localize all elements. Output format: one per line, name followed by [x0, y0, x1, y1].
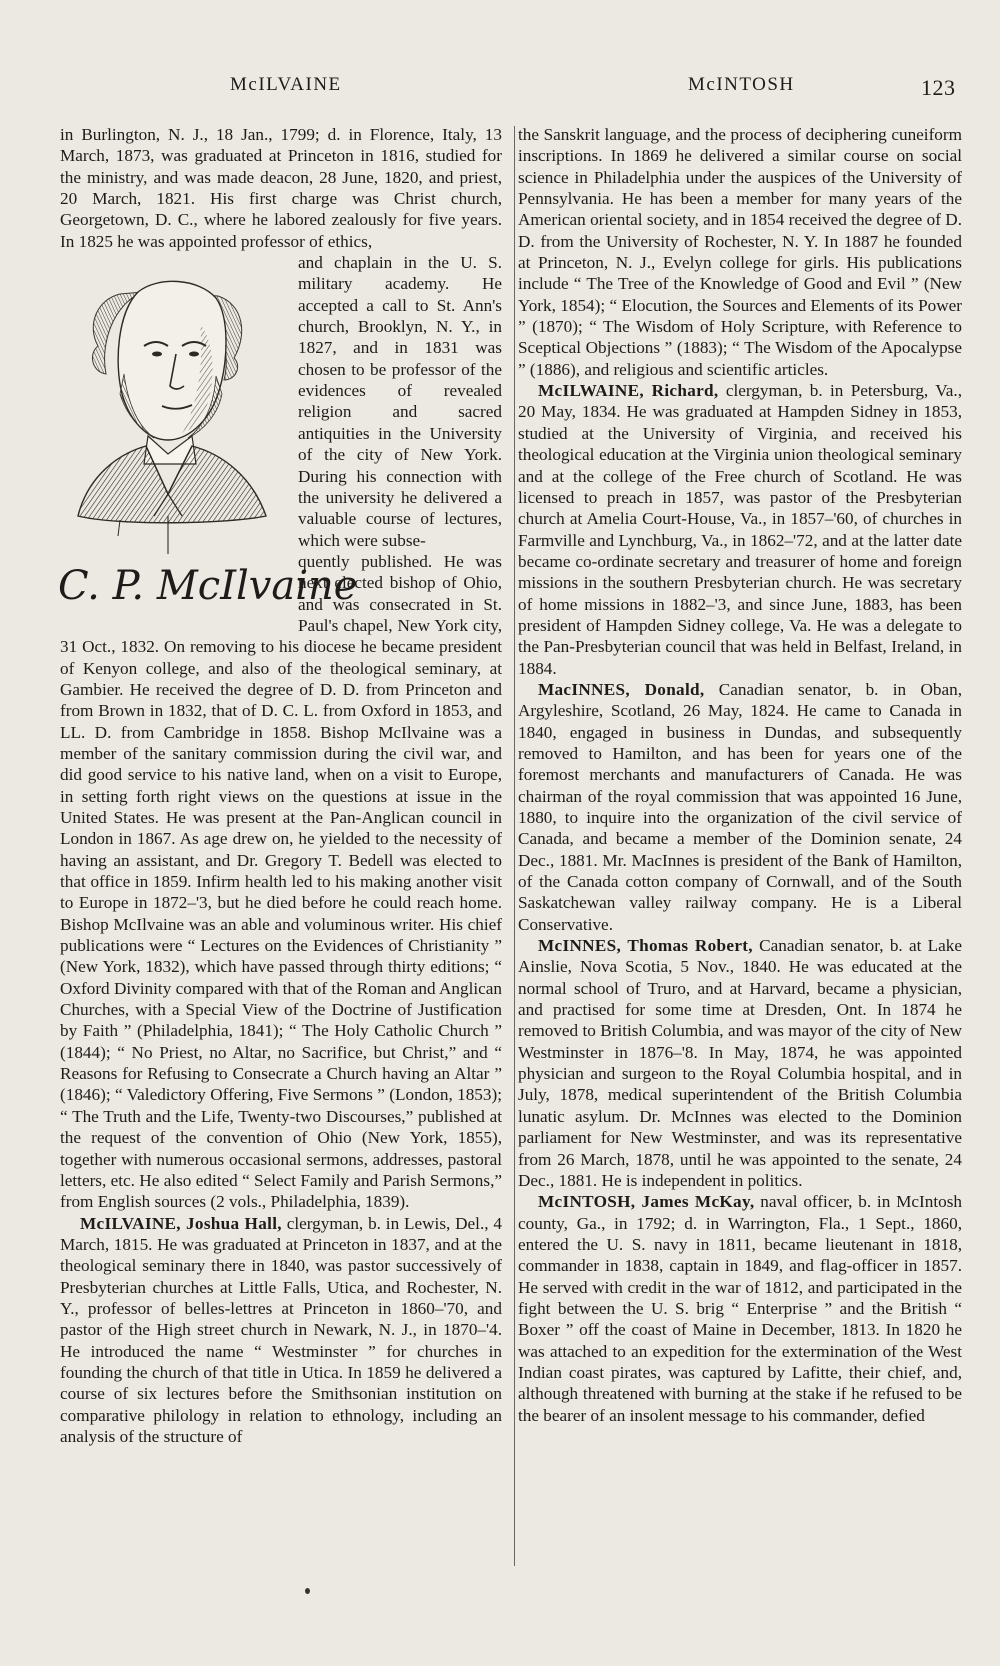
- portrait-image: [58, 254, 358, 615]
- entry-heading: McILVAINE, Joshua Hall,: [80, 1213, 282, 1233]
- right-column: [518, 124, 962, 1426]
- portrait-engraving: [58, 254, 358, 615]
- entry-text: quently published. He was next elected bishop of Ohio, and was consecrated in St. Paul's chapel, New York city, 31 Oct., 1832. On removing to his diocese he became president of Kenyon college, and also of the theological seminary, at Gambier. He received the degree of D. D. from Princeton and from Brown in 1832, that of D. C. L. from Oxford in 1853, and LL. D. from Cambridge in 1858. Bishop McIlvaine was a member of the sanitary commission during the civil war, and did good service to his native land, when on a visit to Europe, in setting forth right views on the questions at issue in the United States. He was present at the Pan-Anglican council in London in 1867. As age drew on, he yielded to the necessity of having an assistant, and Dr. Gregory T. Bedell was elected to that office in 1859. Infirm health led to his making another visit to Europe in 1872–'3, but he died before he could reach home. Bishop McIlvaine was an able and voluminous writer. His chief publications were “ Lectures on the Evidences of Christianity ” (New York, 1832), which have passed through thirty editions; “ Oxford Divinity compared with that of the Roman and Anglican Churches, with a Special View of the Doctrine of Justification by Faith ” (Philadelphia, 1841); “ The Holy Catholic Church ” (1844); “ No Priest, no Altar, no Sacrifice, but Christ,” and “ Reasons for Refusing to Consecrate a Church having an Altar ” (1846); “ Valedictory Offering, Five Sermons ” (London, 1853); “ The Truth and the Life, Twenty-two Discourses,” published at the request of the convention of Ohio (New York, 1855), together with numerous occasional sermons, addresses, pastoral letters, etc. He also edited “ Select Family and Parish Sermons,” from English sources (2 vols., Philadelphia, 1839).: [60, 551, 502, 1212]
- column-divider: [514, 126, 515, 1566]
- page-number: 123: [921, 75, 956, 100]
- entry-heading: McINTOSH, James McKay,: [538, 1192, 755, 1212]
- entry-joshua-hall-mcilvaine: [60, 1213, 502, 1448]
- entry-james-mckay-mcintosh: [518, 1191, 962, 1426]
- entry-body: Canadian senator, b. in Oban, Argyleshire, Scotland, 26 May, 1824. He came to Canada in 1840, engaged in business in Dundas, and subsequently removed to Hamilton, and has been for years one of the foremost merchants and manufacturers of Canada. He was chairman of the royal commission that was appointed 16 June, 1880, to inquire into the organization of the civil service of Canada, and became a member of the Dominion senate, 24 Dec., 1881. Mr. MacInnes is president of the Bank of Hamilton, of the Canada cotton company of Cornwall, and of the South Saskatchewan valley railway company. He is a Liberal Conservative.: [518, 679, 962, 934]
- entry-body: clergyman, b. in Lewis, Del., 4 March, 1815. He was graduated at Princeton in 1837, and at the theological seminary there in 1840, was pastor successively of Presbyterian churches at Little Falls, Utica, and Rochester, N. Y., professor of belles-lettres at Princeton in 1860–'70, and pastor of the High street church in Newark, N. J., in 1870–'4. He introduced the name “ Westminster ” for churches in founding the church of that title in Utica. In 1859 he delivered a course of six lectures before the Smithsonian institution on comparative philology in relation to ethnology, including an analysis of the structure of: [60, 1213, 502, 1446]
- entry-heading: McINNES, Thomas Robert,: [538, 936, 753, 956]
- entry-body: Canadian senator, b. at Lake Ainslie, Nova Scotia, 5 Nov., 1840. He was educated at the normal school of Truro, and at Harvard, became a physician, and practised for some time at Dresden, Ont. In 1874 he removed to British Columbia, and was mayor of the city of New Westminster in 1876–'8. In May, 1874, he was appointed physician and surgeon to the Royal Columbia hospital, and in July, 1878, medical superintendent of the British Columbia lunatic asylum. Dr. McInnes was elected to the Dominion parliament for New Westminster, and was its representative from 26 March, 1878, until he was appointed to the senate, 24 Dec., 1881. He is independent in politics.: [518, 936, 962, 1190]
- entry-heading: McILWAINE, Richard,: [538, 381, 719, 401]
- entry-text: the Sanskrit language, and the process of deciphering cuneiform inscriptions. In 1869 he delivered a similar course on social science in Philadelphia under the auspices of the University of Pennsylvania. He has been a member for many years of the American oriental society, and in 1854 received the degree of D. D. from the University of Rochester, N. Y. In 1887 he founded at Princeton, N. J., Evelyn college for girls. His publications include “ The Tree of the Knowledge of Good and Evil ” (New York, 1854); “ Elocution, the Sources and Elements of its Power ” (1870); “ The Wisdom of Holy Scripture, with Reference to Sceptical Objections ” (1883); “ The Wisdom of the Apocalypse ” (1886), and religious and scientific articles.: [518, 125, 962, 379]
- left-column: [60, 124, 502, 1447]
- entry-body: clergyman, b. in Petersburg, Va., 20 May, 1834. He was graduated at Hampden Sidney in 1853, studied at the University of Virginia, and received his theological education at the Virginia union theological seminary and at the college of the Free church of Scotland. He was licensed to preach in 1857, was pastor of the Presbyterian church at Amelia Court-House, Va., in 1857–'60, of churches in Farmville and Lynchburg, Va., in 1862–'72, and at the latter date became co-ordinate secretary and treasurer of home and foreign missions in the southern Presbyterian church. He was secretary of home missions in 1882–'3, and since June, 1883, has been president of Hampden Sidney college, Va. He was a delegate to the Pan-Presbyterian council that was held in Belfast, Ireland, in 1884.: [518, 381, 962, 678]
- entry-donald-macinnes: [518, 679, 962, 935]
- entry-text-beside-portrait: and chaplain in the U. S. military academy. He accepted a call to St. Ann's church, Brooklyn, N. Y., in 1827, and in 1831 was chosen to be professor of the evidences of revealed religion and sacred antiquities in the University of the city of New York. During his connection with the university he delivered a valuable course of lectures, which were subse-: [298, 253, 502, 550]
- entry-richard-mcilwaine: [518, 380, 962, 679]
- signature: C. P. McIlvaine: [58, 563, 358, 610]
- printer-mark: [305, 1588, 310, 1594]
- entry-text: in Burlington, N. J., 18 Jan., 1799; d. in Florence, Italy, 13 March, 1873, was graduated at Princeton in 1816, studied for the ministry, and was made deacon, 28 June, 1820, and priest, 20 March, 1821. His first charge was Christ church, Georgetown, D. C., where he labored zealously for five years. In 1825 he was appointed professor of ethics,: [60, 125, 502, 251]
- running-head-left: McILVAINE: [230, 74, 342, 95]
- running-head-right: McINTOSH: [688, 74, 795, 95]
- entry-body: naval officer, b. in McIntosh county, Ga., in 1792; d. in Warrington, Fla., 1 Sept., 1860, entered the U. S. navy in 1811, became lieutenant in 1818, commander in 1838, captain in 1849, and flag-officer in 1857. He served with credit in the war of 1812, and participated in the fight between the U. S. brig “ Enterprise ” and the British “ Boxer ” off the coast of Maine in December, 1813. In 1820 he was attached to an expedition for the extermination of the West Indian coast pirates, was captured by Lafitte, their chief, and, although threatened with burning at the stake if he refused to be the bearer of an insolent message to his commander, defied: [518, 1192, 962, 1425]
- entry-thomas-robert-mcinnes: [518, 935, 962, 1191]
- entry-heading: MacINNES, Donald,: [538, 679, 705, 699]
